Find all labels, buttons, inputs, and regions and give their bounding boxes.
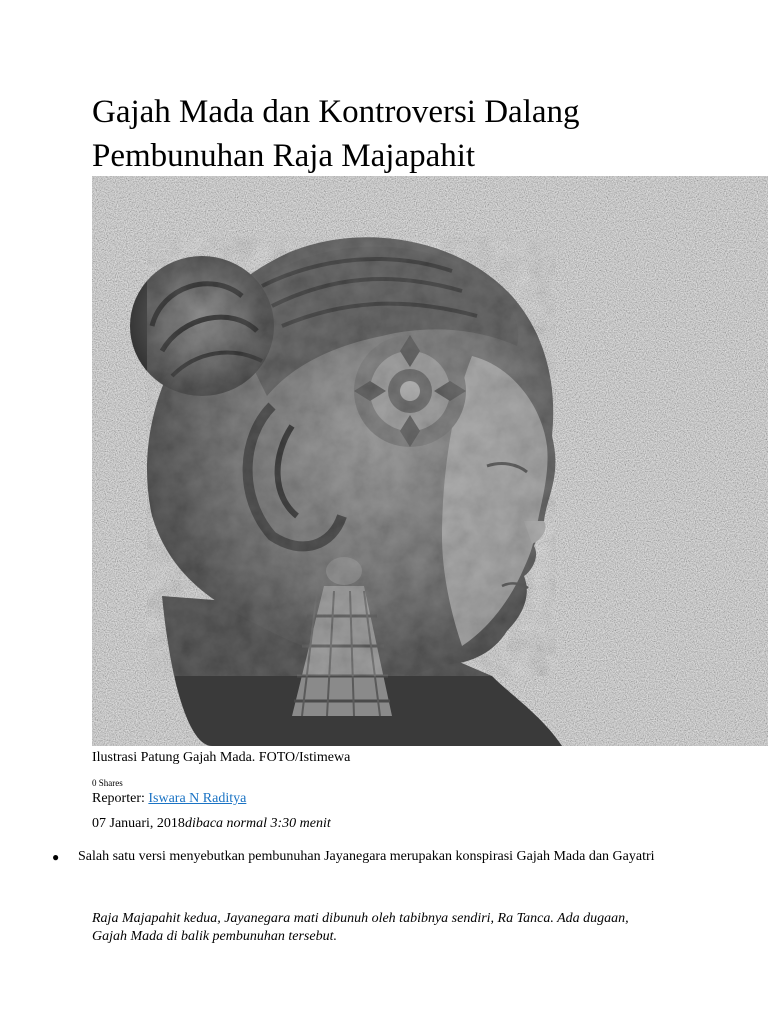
reporter-link[interactable]: Iswara N Raditya xyxy=(148,791,247,806)
article-lede: Raja Majapahit kedua, Jayanegara mati dibunuh oleh tabibnya sendiri, Ra Tanca. Ada dugaan, Gajah Mada di balik pembunuhan tersebut. xyxy=(92,911,629,944)
highlight-text: Salah satu versi menyebutkan pembunuhan Jayanegara merupakan konspirasi Gajah Mada dan Gayatri xyxy=(78,849,655,864)
shares-count: 0 Shares xyxy=(92,778,123,788)
publish-date: 07 Januari, 2018 xyxy=(92,816,185,831)
dateline xyxy=(92,815,331,833)
gajah-mada-statue-image xyxy=(92,176,768,746)
image-caption: Ilustrasi Patung Gajah Mada. FOTO/Istimewa xyxy=(92,750,351,765)
list-item xyxy=(52,848,692,866)
reporter-label: Reporter: xyxy=(92,791,145,806)
read-time: dibaca normal 3:30 menit xyxy=(184,816,331,831)
highlights-list xyxy=(52,848,692,866)
reporter-line xyxy=(92,790,246,808)
article-title: Gajah Mada dan Kontroversi Dalang Pembunuhan Raja Majapahit xyxy=(92,94,580,174)
bullet-icon: ● xyxy=(52,850,60,864)
